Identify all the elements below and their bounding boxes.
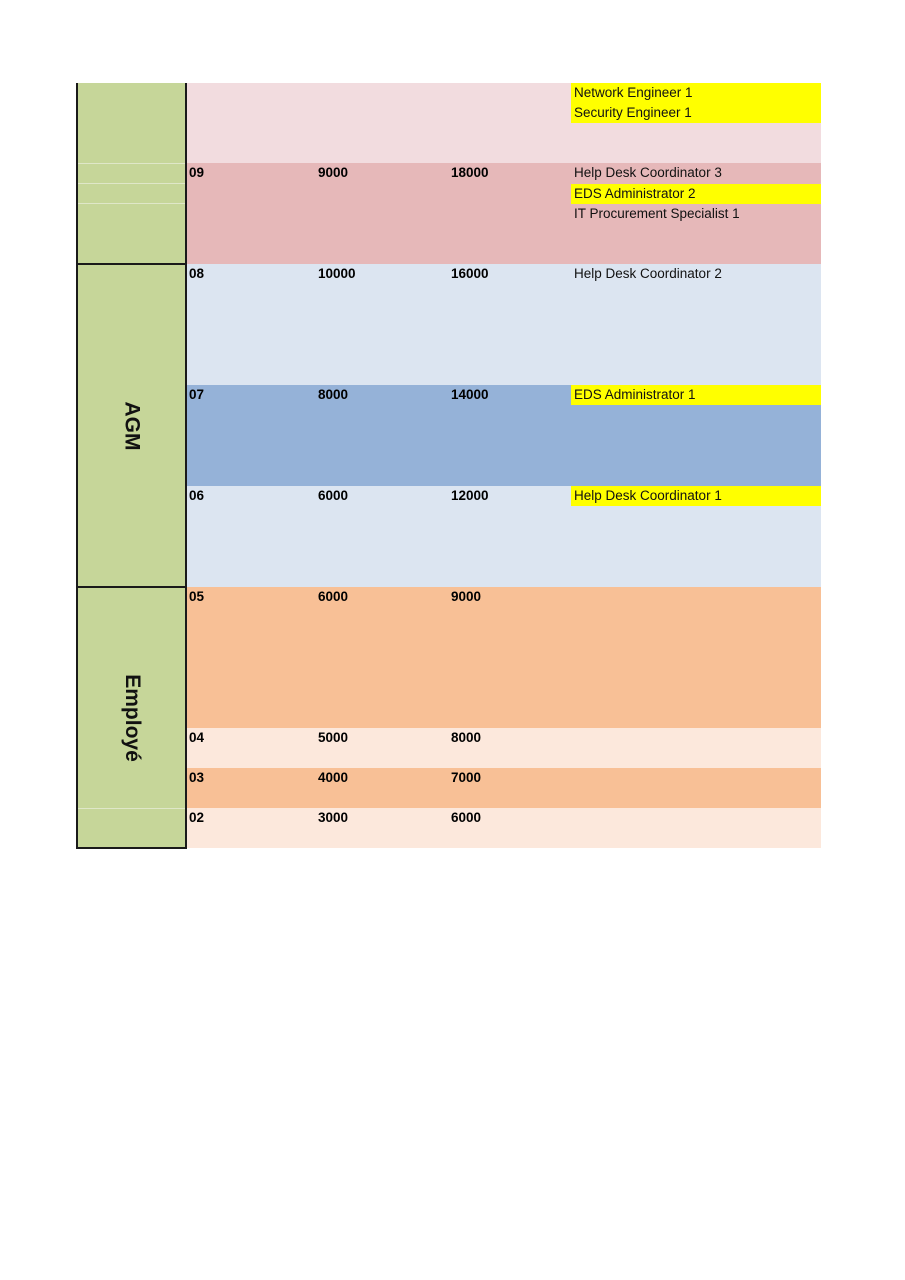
role-cell: IT Procurement Specialist 1 (574, 206, 740, 221)
divider-employe-top (76, 586, 187, 588)
category-top-block (77, 83, 186, 264)
grade-cell: 02 (189, 810, 205, 825)
role-cell: Help Desk Coordinator 2 (574, 266, 722, 281)
band-grade-05 (187, 587, 821, 728)
max-salary-cell: 12000 (451, 488, 489, 503)
category-employe-label: Employé (120, 673, 144, 762)
category-agm-label: AGM (120, 401, 144, 450)
role-cell: Network Engineer 1 (571, 83, 821, 103)
category-divider (77, 203, 186, 204)
grade-cell: 03 (189, 770, 205, 785)
min-salary-cell: 6000 (318, 488, 349, 503)
max-salary-cell: 16000 (451, 266, 489, 281)
min-salary-cell: 8000 (318, 387, 349, 402)
category-agm (77, 264, 186, 587)
max-salary-cell: 6000 (451, 810, 482, 825)
divider-agm-top (76, 263, 187, 265)
grade-cell: 05 (189, 589, 205, 604)
role-cell: Help Desk Coordinator 1 (571, 486, 821, 506)
category-divider (77, 183, 186, 184)
grade-cell: 06 (189, 488, 205, 503)
max-salary-cell: 14000 (451, 387, 489, 402)
min-salary-cell: 4000 (318, 770, 349, 785)
max-salary-cell: 18000 (451, 165, 489, 180)
max-salary-cell: 7000 (451, 770, 482, 785)
category-divider (77, 808, 186, 809)
bottom-border (76, 847, 187, 849)
min-salary-cell: 9000 (318, 165, 349, 180)
grade-cell: 07 (189, 387, 205, 402)
band-grade-02 (187, 808, 821, 848)
grade-cell: 04 (189, 730, 205, 745)
left-border (76, 83, 78, 849)
role-cell: Security Engineer 1 (571, 103, 821, 123)
min-salary-cell: 6000 (318, 589, 349, 604)
max-salary-cell: 8000 (451, 730, 482, 745)
grade-cell: 09 (189, 165, 205, 180)
role-cell: EDS Administrator 1 (571, 385, 821, 405)
max-salary-cell: 9000 (451, 589, 482, 604)
min-salary-cell: 5000 (318, 730, 349, 745)
category-right-border (185, 83, 187, 849)
min-salary-cell: 10000 (318, 266, 356, 281)
band-grade-03 (187, 768, 821, 808)
grade-cell: 08 (189, 266, 205, 281)
category-divider (77, 163, 186, 164)
min-salary-cell: 3000 (318, 810, 349, 825)
role-cell: Help Desk Coordinator 3 (574, 165, 722, 180)
band-grade-04 (187, 728, 821, 768)
role-cell: EDS Administrator 2 (571, 184, 821, 204)
